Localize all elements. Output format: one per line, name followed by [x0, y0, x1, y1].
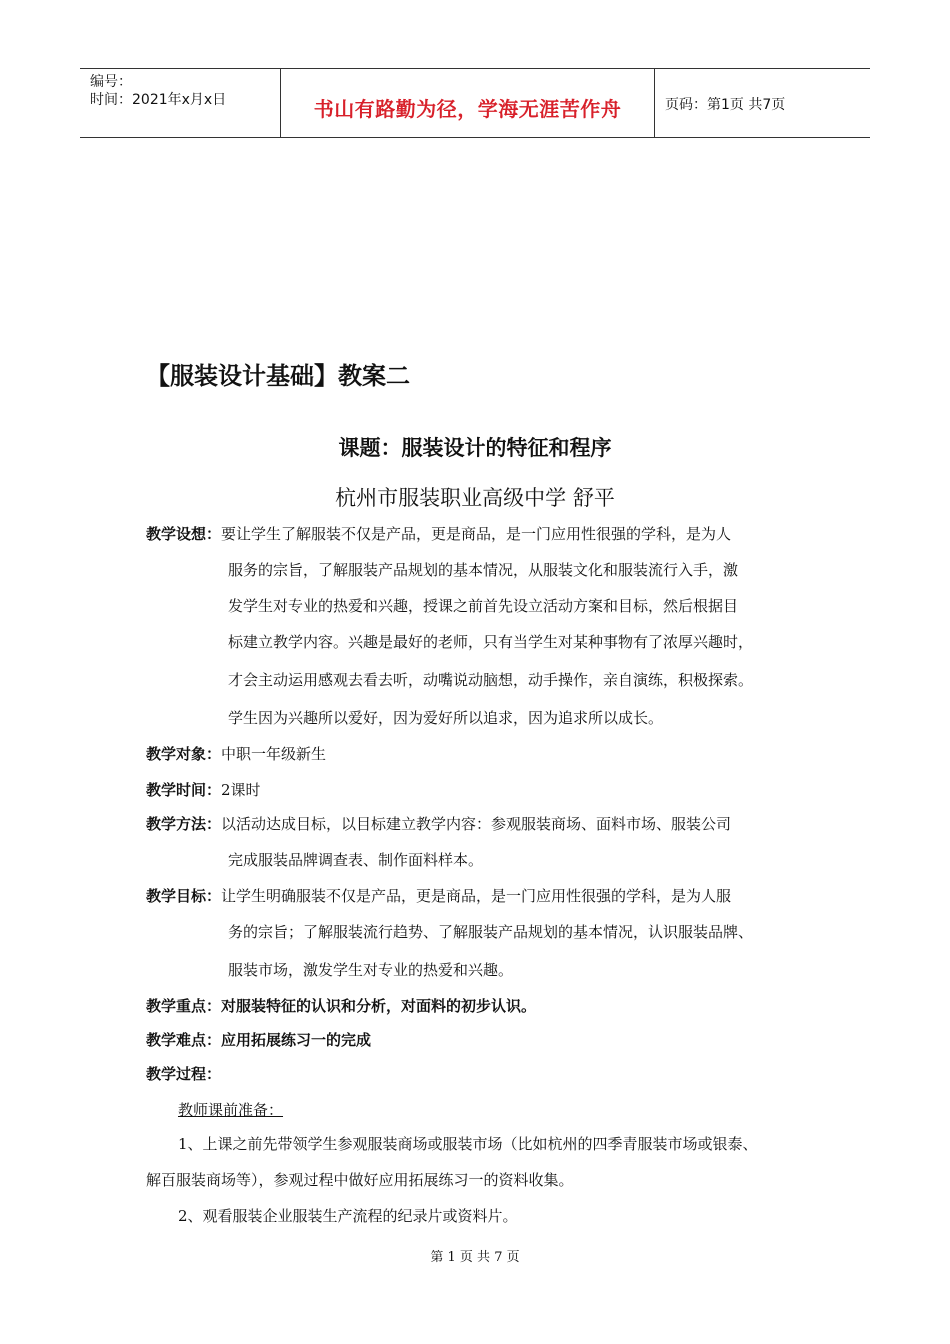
design-section	[146, 516, 826, 552]
goal-line-2: 务的宗旨；了解服装流行趋势、了解服装产品规划的基本情况，认识服装品牌、	[228, 923, 754, 941]
header-motto-cell	[281, 69, 655, 137]
header-left-cell	[80, 69, 281, 137]
method-label: 教学方法：	[146, 815, 222, 833]
header-table	[80, 68, 870, 138]
difficulty-label: 教学难点：	[146, 1031, 222, 1049]
prep-item-1-line-1: 1、上课之前先带领学生参观服装商场或服装市场（比如杭州的四季青服装市场或银泰、	[178, 1135, 758, 1153]
focus-section	[146, 988, 826, 1024]
difficulty-section	[146, 1022, 826, 1058]
author-line: 杭州市服装职业高级中学 舒平	[335, 486, 615, 510]
goal-line-3: 服装市场，激发学生对专业的热爱和兴趣。	[228, 961, 514, 979]
duration-label: 教学时间：	[146, 781, 222, 799]
goal-label: 教学目标：	[146, 887, 222, 905]
audience-text: 中职一年级新生	[221, 745, 327, 763]
document-title: 【服装设计基础】教案二	[146, 362, 410, 390]
time-label: 时间：2021年x月x日	[90, 92, 227, 108]
page-footer: 第 1 页 共 7 页	[430, 1250, 520, 1265]
design-label: 教学设想：	[146, 525, 222, 543]
number-label: 编号：	[90, 74, 132, 90]
audience-label: 教学对象：	[146, 745, 222, 763]
lesson-topic: 课题：服装设计的特征和程序	[338, 436, 612, 460]
duration-section	[146, 772, 826, 808]
focus-label: 教学重点：	[146, 997, 222, 1015]
design-line-3: 发学生对专业的热爱和兴趣，授课之前首先设立活动方案和目标，然后根据目	[228, 597, 739, 615]
focus-text: 对服装特征的认识和分析，对面料的初步认识。	[221, 997, 537, 1015]
design-line-1: 要让学生了解服装不仅是产品，更是商品，是一门应用性很强的学科，是为人	[221, 525, 732, 543]
method-line-2: 完成服装品牌调查表、制作面料样本。	[228, 851, 484, 869]
duration-text: 2课时	[221, 781, 261, 799]
design-line-4: 标建立教学内容。兴趣是最好的老师，只有当学生对某种事物有了浓厚兴趣时，	[228, 633, 754, 651]
difficulty-text: 应用拓展练习一的完成	[221, 1031, 372, 1049]
motto: 书山有路勤为径，学海无涯苦作舟	[313, 97, 622, 121]
goal-section	[146, 878, 826, 914]
prep-item-2: 2、观看服装企业服装生产流程的纪录片或资料片。	[178, 1207, 518, 1225]
prep-heading: 教师课前准备：	[178, 1101, 284, 1119]
design-line-6: 学生因为兴趣所以爱好，因为爱好所以追求，因为追求所以成长。	[228, 709, 664, 727]
process-label: 教学过程：	[146, 1065, 222, 1083]
design-line-5: 才会主动运用感观去看去听，动嘴说动脑想，动手操作，亲自演练，积极探索。	[228, 671, 754, 689]
prep-item-1-line-2: 解百服装商场等），参观过程中做好应用拓展练习一的资料收集。	[146, 1171, 574, 1189]
method-section	[146, 806, 826, 842]
page-info: 页码：第1页 共7页	[665, 97, 786, 113]
method-line-1: 以活动达成目标，以目标建立教学内容：参观服装商场、面料市场、服装公司	[221, 815, 732, 833]
audience-section	[146, 736, 826, 772]
goal-line-1: 让学生明确服装不仅是产品，更是商品，是一门应用性很强的学科，是为人服	[221, 887, 732, 905]
process-section	[146, 1056, 826, 1092]
design-line-2: 服务的宗旨，了解服装产品规划的基本情况，从服装文化和服装流行入手，激	[228, 561, 739, 579]
header-page-cell	[655, 69, 870, 137]
